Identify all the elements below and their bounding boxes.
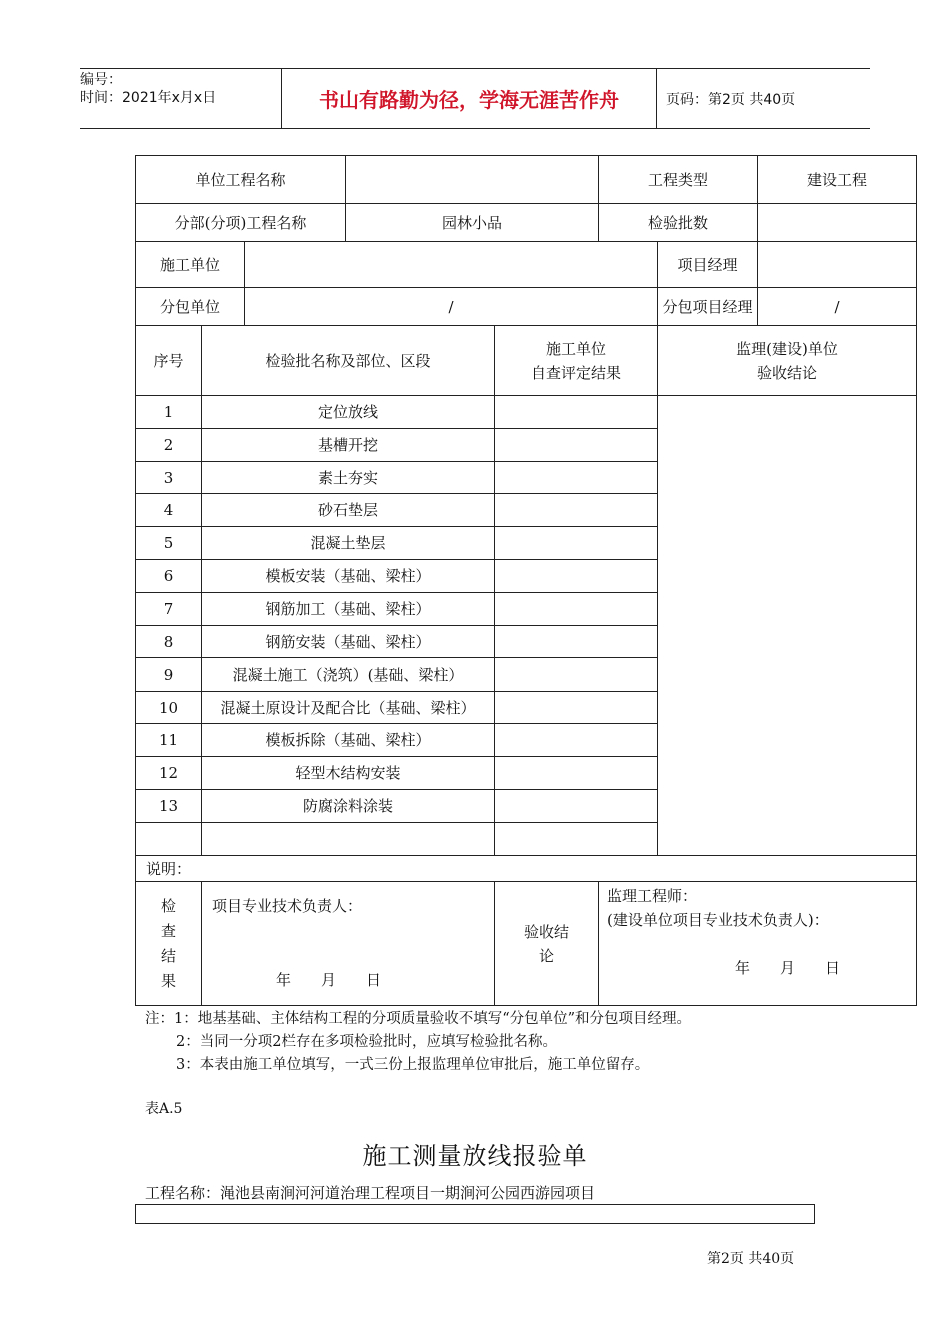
row-name: 砂石垫层 <box>202 494 495 527</box>
col-self-eval-line1: 施工单位 <box>546 339 607 358</box>
col-supervision-line2: 验收结论 <box>757 363 818 382</box>
check-result-char: 检 <box>160 896 176 915</box>
supervisor-label: 监理工程师： <box>607 887 698 905</box>
row-name: 混凝土施工（浇筑）(基础、梁柱） <box>202 658 495 692</box>
time-line: 时间：2021年x月x日 <box>80 90 217 106</box>
tech-lead-label: 项目专业技术负责人： <box>212 897 363 915</box>
project-type-label: 工程类型 <box>599 156 758 204</box>
subcontractor-value[interactable]: / <box>245 288 658 326</box>
remarks-label: 说明： <box>136 856 917 882</box>
row-number: 5 <box>136 527 202 560</box>
contractor-label: 施工单位 <box>136 242 245 288</box>
note-1: 注：1：地基基础、主体结构工程的分项质量验收不填写“分包单位”和分包项目经理。 <box>145 1011 692 1027</box>
tech-lead-cell[interactable] <box>202 882 495 1006</box>
row-name: 模板安装（基础、梁柱） <box>202 560 495 593</box>
row-name: 轻型木结构安装 <box>202 757 495 790</box>
contractor-value[interactable] <box>245 242 658 288</box>
inspection-table <box>135 155 917 1006</box>
next-form-title: 施工测量放线报验单 <box>362 1142 588 1170</box>
rows-body <box>136 396 917 856</box>
row-name: 定位放线 <box>202 396 495 429</box>
project-type-value[interactable]: 建设工程 <box>758 156 917 204</box>
row-name: 钢筋加工（基础、梁柱） <box>202 593 495 626</box>
row-self-eval[interactable] <box>495 494 658 527</box>
sub-project-value[interactable]: 园林小品 <box>346 204 599 242</box>
row-number: 10 <box>136 692 202 724</box>
row-name: 模板拆除（基础、梁柱） <box>202 724 495 757</box>
row-number: 9 <box>136 658 202 692</box>
header-meta <box>80 69 281 130</box>
date-right: 年 月 日 <box>735 959 841 977</box>
sub-pm-value[interactable]: / <box>758 288 917 326</box>
row-number: 12 <box>136 757 202 790</box>
row-self-eval[interactable] <box>495 724 658 757</box>
batch-count-label: 检验批数 <box>599 204 758 242</box>
row-number: 1 <box>136 396 202 429</box>
pm-label: 项目经理 <box>658 242 758 288</box>
row-number: 7 <box>136 593 202 626</box>
row-self-eval[interactable] <box>495 396 658 429</box>
row-self-eval[interactable] <box>495 626 658 658</box>
note-2: 2：当同一分项2栏存在多项检验批时，应填写检验批名称。 <box>176 1034 557 1050</box>
note-3: 3：本表由施工单位填写，一式三份上报监理单位审批后，施工单位留存。 <box>176 1057 650 1073</box>
notes <box>145 1008 691 1077</box>
date-left: 年 月 日 <box>276 971 382 989</box>
owner-tech-label: (建设单位项目专业技术负责人)： <box>607 911 829 929</box>
page-header <box>80 68 870 129</box>
col-supervision-line1: 监理(建设)单位 <box>736 339 838 358</box>
col-name: 检验批名称及部位、区段 <box>202 326 495 396</box>
row-name: 混凝土垫层 <box>202 527 495 560</box>
col-supervision <box>658 326 917 396</box>
supervision-conclusion-cell[interactable] <box>658 396 917 856</box>
row-number: 8 <box>136 626 202 658</box>
header-motto: 书山有路勤为径，学海无涯苦作舟 <box>281 69 657 128</box>
row-name <box>202 823 495 856</box>
pm-value[interactable] <box>758 242 917 288</box>
acceptance-line2: 论 <box>539 946 555 965</box>
sub-project-label: 分部(分项)工程名称 <box>136 204 346 242</box>
unit-project-label: 单位工程名称 <box>136 156 346 204</box>
check-result-label <box>136 882 202 1006</box>
row-number: 6 <box>136 560 202 593</box>
row-self-eval[interactable] <box>495 692 658 724</box>
supervisor-cell[interactable] <box>599 882 917 1006</box>
col-self-eval <box>495 326 658 396</box>
header-page-info: 页码：第2页 共40页 <box>666 91 796 108</box>
row-self-eval[interactable] <box>495 593 658 626</box>
acceptance-line1: 验收结 <box>524 922 570 941</box>
batch-count-value[interactable] <box>758 204 917 242</box>
row-self-eval[interactable] <box>495 462 658 494</box>
sub-pm-label: 分包项目经理 <box>658 288 758 326</box>
row-number: 11 <box>136 724 202 757</box>
acceptance-label <box>495 882 599 1006</box>
row-number: 4 <box>136 494 202 527</box>
row-number: 13 <box>136 790 202 823</box>
row-self-eval[interactable] <box>495 790 658 823</box>
check-result-char: 结 <box>160 946 176 965</box>
check-result-char: 查 <box>160 921 176 940</box>
row-name: 素土夯实 <box>202 462 495 494</box>
table-tag: 表A.5 <box>145 1101 183 1117</box>
next-form-box <box>135 1204 815 1224</box>
row-self-eval[interactable] <box>495 429 658 462</box>
page-footer: 第2页 共40页 <box>707 1251 795 1267</box>
row-self-eval[interactable] <box>495 658 658 692</box>
row-self-eval[interactable] <box>495 560 658 593</box>
row-number <box>136 823 202 856</box>
subcontractor-label: 分包单位 <box>136 288 245 326</box>
col-seq: 序号 <box>136 326 202 396</box>
row-self-eval[interactable] <box>495 527 658 560</box>
col-self-eval-line2: 自查评定结果 <box>531 363 622 382</box>
table-row <box>136 396 917 429</box>
check-result-char: 果 <box>160 971 176 990</box>
row-name: 防腐涂料涂装 <box>202 790 495 823</box>
row-name: 混凝土原设计及配合比（基础、梁柱） <box>202 692 495 724</box>
next-form-project: 工程名称：渑池县南涧河河道治理工程项目一期涧河公园西游园项目 <box>145 1184 596 1202</box>
unit-project-value[interactable] <box>346 156 599 204</box>
row-name: 基槽开挖 <box>202 429 495 462</box>
row-number: 2 <box>136 429 202 462</box>
row-number: 3 <box>136 462 202 494</box>
number-label: 编号： <box>80 72 122 88</box>
row-self-eval[interactable] <box>495 757 658 790</box>
row-self-eval[interactable] <box>495 823 658 856</box>
row-name: 钢筋安装（基础、梁柱） <box>202 626 495 658</box>
